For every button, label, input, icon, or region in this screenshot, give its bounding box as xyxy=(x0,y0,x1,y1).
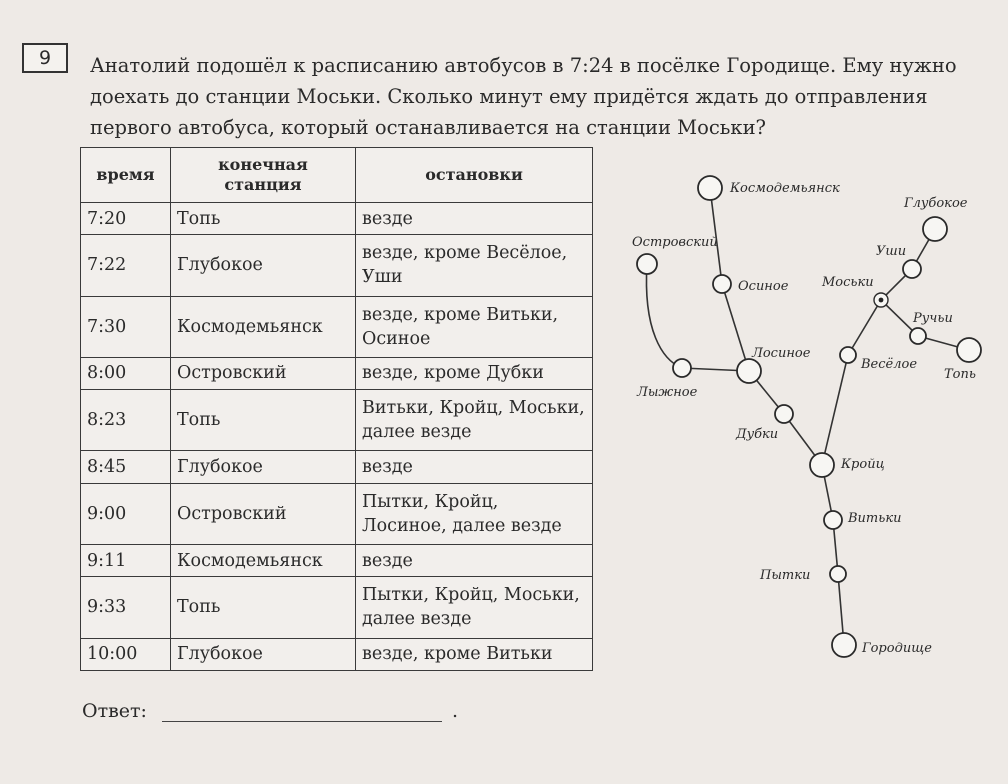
station-label-ruchi: Ручьи xyxy=(913,311,953,326)
destination-cell: Глубокое xyxy=(171,235,356,296)
problem-number: 9 xyxy=(22,43,68,73)
line-lyzhnoe-ostrovsky xyxy=(646,264,682,368)
station-node-kroyts xyxy=(810,453,834,477)
answer-label: Ответ: xyxy=(82,700,147,722)
time-cell: 7:22 xyxy=(81,235,171,296)
stops-cell: везде, кроме Витьки, Осиное xyxy=(356,296,593,357)
station-node-ostrovsky xyxy=(637,254,657,274)
time-cell: 7:30 xyxy=(81,296,171,357)
station-node-glubokoe xyxy=(923,217,947,241)
time-cell: 9:33 xyxy=(81,577,171,638)
destination-cell: Глубокое xyxy=(171,638,356,671)
station-label-osinoe: Осиное xyxy=(738,279,789,294)
time-cell: 8:45 xyxy=(81,451,171,483)
answer-input-line[interactable] xyxy=(162,721,442,722)
line-veseloe-moski xyxy=(848,300,881,355)
station-node-vitki xyxy=(824,511,842,529)
station-label-gorodishche: Городище xyxy=(862,641,932,656)
stops-cell: везде, кроме Весёлое, Уши xyxy=(356,235,593,296)
station-node-lyzhnoe xyxy=(673,359,691,377)
station-label-lyzhnoe: Лыжное xyxy=(637,385,698,400)
stops-cell: Пытки, Кройц, Моськи, далее везде xyxy=(356,577,593,638)
destination-cell: Глубокое xyxy=(171,451,356,483)
station-label-dubki: Дубки xyxy=(736,427,779,442)
answer-end-mark: . xyxy=(452,700,459,722)
header-time: время xyxy=(81,148,171,203)
time-cell: 8:23 xyxy=(81,390,171,451)
station-label-kroyts: Кройц xyxy=(841,457,885,472)
header-stops: остановки xyxy=(356,148,593,203)
stops-cell: Пытки, Кройц, Лосиное, далее везде xyxy=(356,483,593,544)
destination-cell: Космодемьянск xyxy=(171,544,356,576)
header-destination: конечная станция xyxy=(171,148,356,203)
destination-cell: Топь xyxy=(171,390,356,451)
station-node-dubki xyxy=(775,405,793,423)
destination-cell: Островский xyxy=(171,357,356,389)
station-marker-moski xyxy=(879,298,884,303)
time-cell: 9:11 xyxy=(81,544,171,576)
destination-cell: Топь xyxy=(171,203,356,235)
station-label-glubokoe: Глубокое xyxy=(904,196,968,211)
station-label-kosmodemyansk: Космодемьянск xyxy=(730,181,840,196)
station-label-pytki: Пытки xyxy=(760,568,811,583)
station-label-ostrovsky: Островский xyxy=(632,235,718,250)
station-node-losinoe xyxy=(737,359,761,383)
stops-cell: Витьки, Кройц, Моськи, далее везде xyxy=(356,390,593,451)
station-node-pytki xyxy=(830,566,846,582)
time-cell: 8:00 xyxy=(81,357,171,389)
stops-cell: везде xyxy=(356,451,593,483)
station-label-top: Топь xyxy=(944,367,976,382)
question-text: Анатолий подошёл к расписанию автобусов в 7:24 в посёлке Городище. Ему нужно доехать до станции Моськи. Сколько минут ему придётся ждать до отправления первого автобуса, который останавливается на станции Моськи? xyxy=(90,54,957,139)
stops-cell: везде xyxy=(356,203,593,235)
stops-cell: везде, кроме Витьки xyxy=(356,638,593,671)
station-node-kosmodemyansk xyxy=(698,176,722,200)
line-losinoe-osinoe xyxy=(722,284,749,371)
station-node-veseloe xyxy=(840,347,856,363)
stops-cell: везде xyxy=(356,544,593,576)
station-node-ruchi xyxy=(910,328,926,344)
station-label-losinoe: Лосиное xyxy=(752,346,811,361)
destination-cell: Островский xyxy=(171,483,356,544)
station-node-gorodishche xyxy=(832,633,856,657)
destination-cell: Космодемьянск xyxy=(171,296,356,357)
station-label-moski: Моськи xyxy=(822,275,874,290)
station-label-vitki: Витьки xyxy=(848,511,902,526)
station-node-ushi xyxy=(903,260,921,278)
destination-cell: Топь xyxy=(171,577,356,638)
station-node-top xyxy=(957,338,981,362)
station-label-ushi: Уши xyxy=(876,244,907,259)
time-cell: 7:20 xyxy=(81,203,171,235)
stops-cell: везде, кроме Дубки xyxy=(356,357,593,389)
line-kroyts-veseloe xyxy=(822,355,848,465)
time-cell: 9:00 xyxy=(81,483,171,544)
time-cell: 10:00 xyxy=(81,638,171,671)
station-node-osinoe xyxy=(713,275,731,293)
station-label-veseloe: Весёлое xyxy=(861,357,918,372)
